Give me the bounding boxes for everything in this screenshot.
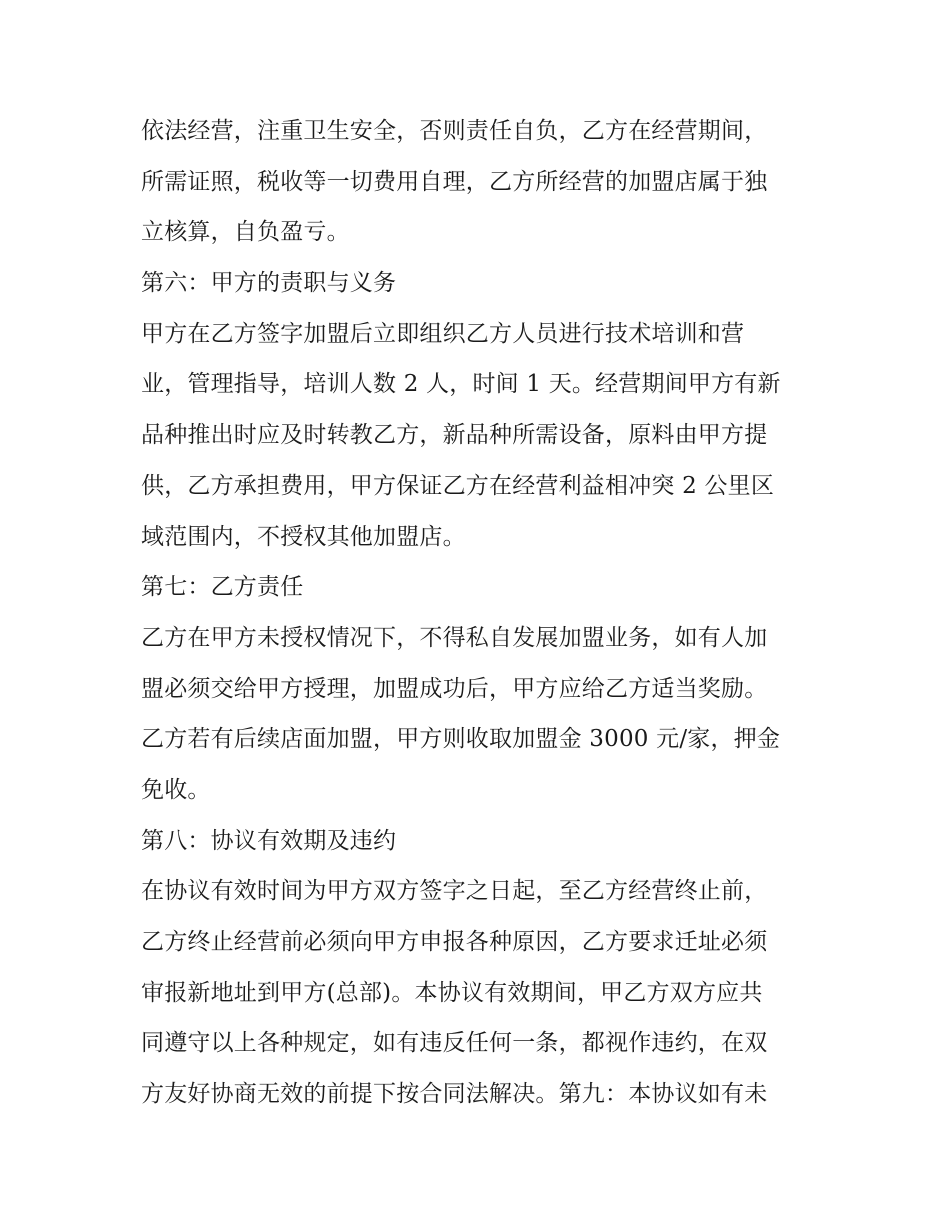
text-line: 甲方在乙方签字加盟后立即组织乙方人员进行技术培训和营 bbox=[141, 320, 745, 347]
text-line: 在协议有效时间为甲方双方签字之日起，至乙方经营终止前， bbox=[141, 878, 768, 905]
document-body bbox=[141, 106, 821, 1120]
text-line: 乙方终止经营前必须向甲方申报各种原因，乙方要求迁址必须 bbox=[141, 929, 768, 955]
text-line: 所需证照，税收等一切费用自理，乙方所经营的加盟店属于独 bbox=[141, 168, 768, 195]
text-line: 域范围内，不授权其他加盟店。 bbox=[141, 523, 466, 550]
text-line: 免收。 bbox=[141, 776, 211, 803]
section-heading: 第七：乙方责任 bbox=[141, 574, 304, 601]
text-line: 依法经营，注重卫生安全，否则责任自负，乙方在经营期间， bbox=[141, 118, 768, 144]
text-line: 立核算，自负盈亏。 bbox=[141, 219, 350, 246]
text-line: 业，管理指导，培训人数 2 人，时间 1 天。经营期间甲方有新 bbox=[141, 371, 781, 398]
text-line: 品种推出时应及时转教乙方，新品种所需设备，原料由甲方提 bbox=[141, 422, 768, 449]
text-line: 乙方在甲方未授权情况下，不得私自发展加盟业务，如有人加 bbox=[141, 624, 768, 651]
text-line: 方友好协商无效的前提下按合同法解决。第九：本协议如有未 bbox=[141, 1081, 768, 1108]
text-line: 供，乙方承担费用，甲方保证乙方在经营利益相冲突 2 公里区 bbox=[141, 472, 775, 499]
text-line: 审报新地址到甲方(总部)。本协议有效期间，甲乙方双方应共 bbox=[141, 979, 763, 1006]
text-line: 盟必须交给甲方授理，加盟成功后，甲方应给乙方适当奖励。 bbox=[141, 675, 768, 702]
text-line: 乙方若有后续店面加盟，甲方则收取加盟金 3000 元/家，押金 bbox=[141, 726, 781, 753]
section-heading: 第八：协议有效期及违约 bbox=[141, 827, 397, 854]
section-heading: 第六：甲方的责职与义务 bbox=[141, 270, 397, 297]
text-line: 同遵守以上各种规定，如有违反任何一条，都视作违约，在双 bbox=[141, 1030, 768, 1057]
